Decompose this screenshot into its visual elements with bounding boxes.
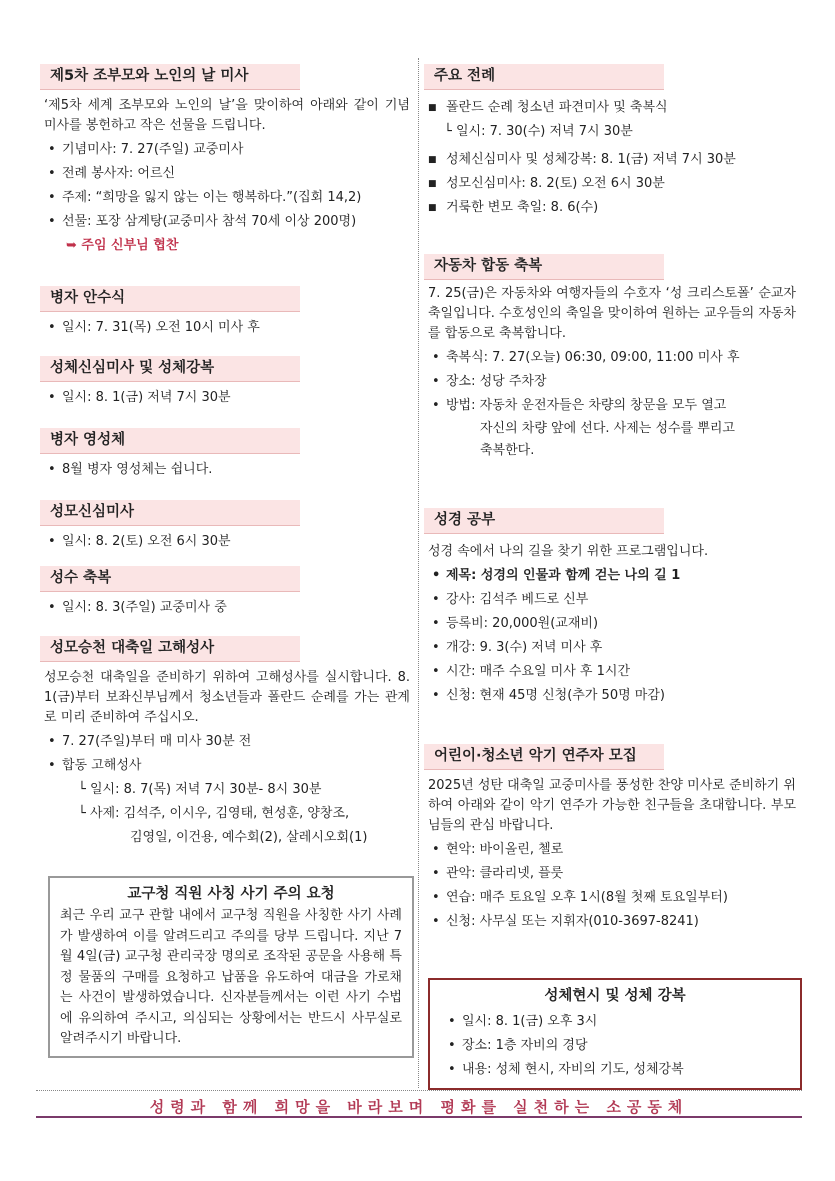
section-intro: 성경 속에서 나의 길을 찾기 위한 프로그램입니다. (428, 544, 709, 559)
section-intro: 7. 25(금)은 자동차와 여행자들의 수호자 ‘성 크리스토폴’ 순교자 축일입니다. 수호성인의 축일을 맞이하여 원하는 교우들의 자동차를 합동으로 축복합니다. (428, 286, 796, 341)
list-item: ■ 성체신심미사 및 성체강복: 8. 1(금) 저녁 7시 30분 (424, 148, 800, 172)
section-title: 성경 공부 (424, 508, 664, 534)
box-title: 교구청 직원 사칭 사기 주의 요청 (127, 886, 335, 902)
list-item: • 관악: 클라리넷, 플룻 (424, 862, 800, 886)
list-item: • 일시: 8. 1(금) 저녁 7시 30분 (40, 386, 414, 410)
list-item: • 일시: 8. 2(토) 오전 6시 30분 (40, 530, 414, 554)
list-item: • 시간: 매주 수요일 미사 후 1시간 (424, 660, 800, 684)
section-main-liturgy (424, 64, 800, 220)
sub-item: └ 일시: 8. 7(목) 저녁 7시 30분- 8시 30분 (78, 782, 322, 797)
section-intro: ‘제5차 세계 조부모와 노인의 날’을 맞이하여 아래와 같이 기념 미사를 봉헌하고 작은 선물을 드립니다. (44, 98, 410, 133)
list-item-title: • 제목: 성경의 인물과 함께 걷는 나의 길 1 (424, 564, 800, 588)
list-item: • 전례 봉사자: 어르신 (40, 162, 414, 186)
section-sick-communion (40, 428, 414, 482)
list-item: • 7. 27(주일)부터 매 미사 30분 전 (40, 730, 414, 754)
section-title: 병자 안수식 (40, 286, 300, 312)
list-item: • 일시: 7. 31(목) 오전 10시 미사 후 (40, 316, 414, 340)
section-grandparents-mass (40, 64, 414, 258)
section-title: 성체신심미사 및 성체강복 (40, 356, 300, 382)
item-list (424, 346, 800, 418)
list-item: • 일시: 8. 1(금) 오후 3시 (440, 1010, 790, 1034)
item-list (424, 838, 800, 934)
section-title: 성수 축복 (40, 566, 300, 592)
list-item: • 신청: 사무실 또는 지휘자(010-3697-8241) (424, 910, 800, 934)
list-item: • 8월 병자 영성체는 쉽니다. (40, 458, 414, 482)
list-item: • 축복식: 7. 27(오늘) 06:30, 09:00, 11:00 미사 후 (424, 346, 800, 370)
adoration-box (428, 978, 802, 1090)
section-title: 자동차 합동 축복 (424, 254, 664, 280)
list-item-continued: 자신의 차량 앞에 선다. 사제는 성수를 뿌리고 (480, 421, 735, 436)
section-title: 주요 전례 (424, 64, 664, 90)
item-list (40, 596, 414, 620)
section-confession (40, 636, 414, 850)
list-item: ■ 거룩한 변모 축일: 8. 6(수) (424, 196, 800, 220)
item-list (424, 564, 800, 708)
item-list (40, 530, 414, 554)
list-item: • 개강: 9. 3(수) 저녁 미사 후 (424, 636, 800, 660)
list-item: • 장소: 1층 자비의 경당 (440, 1034, 790, 1058)
item-list (440, 1010, 790, 1082)
list-item: • 장소: 성당 주차장 (424, 370, 800, 394)
list-item: ■ 성모신심미사: 8. 2(토) 오전 6시 30분 (424, 172, 800, 196)
list-item: • 현악: 바이올린, 첼로 (424, 838, 800, 862)
list-item: • 방법: 자동차 운전자들은 차량의 창문을 모두 열고 (424, 394, 800, 418)
item-list (424, 96, 800, 120)
section-car-blessing (424, 254, 800, 462)
section-intro: 2025년 성탄 대축일 교중미사를 풍성한 찬양 미사로 준비하기 위하여 아래와 같이 악기 연주가 가능한 친구들을 초대합니다. 부모님들의 관심 바랍니다. (428, 778, 796, 833)
list-item: • 합동 고해성사 (40, 754, 414, 778)
sub-item: └ 사제: 김석주, 이시우, 김영태, 현성훈, 양창조, (78, 806, 350, 821)
list-item: • 등록비: 20,000원(교재비) (424, 612, 800, 636)
item-list (40, 316, 414, 340)
list-item: • 주제: “희망을 잃지 않는 이는 행복하다.”(집회 14,2) (40, 186, 414, 210)
footer-motto: 성령과 함께 희망을 바라보며 평화를 실천하는 소공동체 (149, 1098, 689, 1116)
bottom-rule (36, 1116, 802, 1118)
list-item-continued: 축복한다. (480, 443, 535, 458)
list-item: ■ 폴란드 순례 청소년 파견미사 및 축복식 (424, 96, 800, 120)
list-item: • 연습: 매주 토요일 오후 1시(8월 첫째 토요일부터) (424, 886, 800, 910)
section-holy-water (40, 566, 414, 620)
section-eucharist-mass (40, 356, 414, 410)
sub-item: └ 일시: 7. 30(수) 저녁 7시 30분 (444, 124, 633, 139)
list-item: • 선물: 포장 삼계탕(교중미사 참석 70세 이상 200명) (40, 210, 414, 234)
list-item: • 기념미사: 7. 27(주일) 교중미사 (40, 138, 414, 162)
item-list (40, 730, 414, 778)
section-title: 제5차 조부모와 노인의 날 미사 (40, 64, 300, 90)
item-list (40, 386, 414, 410)
list-item: • 일시: 8. 3(주일) 교중미사 중 (40, 596, 414, 620)
column-divider (418, 58, 419, 1088)
list-item: • 신청: 현재 45명 신청(추가 50명 마감) (424, 684, 800, 708)
item-list (424, 148, 800, 220)
sub-item-continued: 김영일, 이건용, 예수회(2), 살레시오회(1) (130, 830, 368, 845)
section-intro: 성모승천 대축일을 준비하기 위하여 고해성사를 실시합니다. 8. 1(금)부터 보좌신부님께서 청소년들과 폴란드 순례를 가는 관계로 미리 준비하여 주십시오. (44, 670, 410, 725)
section-title: 병자 영성체 (40, 428, 300, 454)
section-title: 성모승천 대축일 고해성사 (40, 636, 300, 662)
list-item: • 내용: 성체 현시, 자비의 기도, 성체강복 (440, 1058, 790, 1082)
bottom-dotted-rule (36, 1090, 802, 1091)
section-title: 어린이·청소년 악기 연주자 모집 (424, 744, 664, 770)
list-item: • 강사: 김석주 베드로 신부 (424, 588, 800, 612)
section-marian-mass (40, 500, 414, 554)
section-title: 성모신심미사 (40, 500, 300, 526)
box-text: 최근 우리 교구 관할 내에서 교구청 직원을 사칭한 사기 사례가 발생하여 이를 알려드리고 주의를 당부 드립니다. 지난 7월 4일(금) 교구청 관리국장 명의로 조작된 공문을 사용해 특정 물품의 구매를 요청하고 납품을 유도하여 대금을 가로채는 사건이 발생하였습니다. 신자분들께서는 이런 사기 수법에 유의하여 주시고, 의심되는 상황에서는 반드시 사무실로 알려주시기 바랍니다. (60, 908, 402, 1046)
item-list (40, 458, 414, 482)
section-bible-study (424, 508, 800, 708)
section-musician-recruit (424, 744, 800, 934)
box-title: 성체현시 및 성체 강복 (544, 988, 686, 1004)
sponsor-note: ➥ 주임 신부님 협찬 (66, 238, 179, 253)
item-list (40, 138, 414, 234)
section-sick-anointing (40, 286, 414, 340)
fraud-warning-box (48, 876, 414, 1058)
